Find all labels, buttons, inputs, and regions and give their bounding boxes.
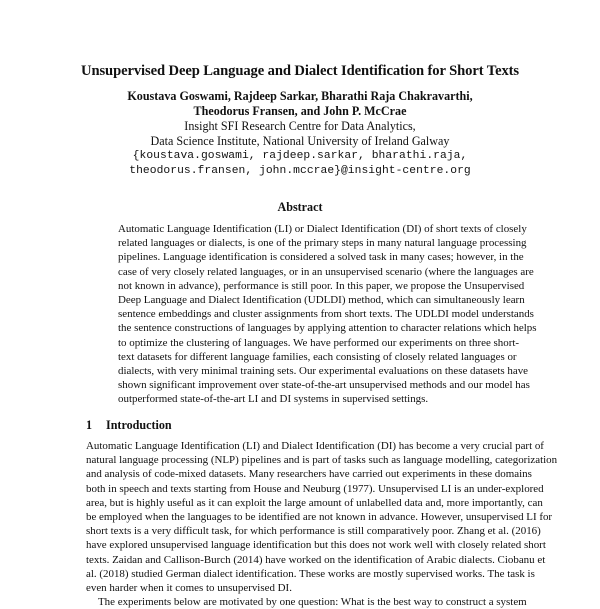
email-line-1: {koustava.goswami, rajdeep.sarkar, bharathi.raja,	[132, 150, 468, 162]
introduction-line: short texts is a very difficult task, for which performance is still comparatively poor. Zhang et al. (2016)	[86, 525, 541, 538]
abstract-body	[118, 222, 537, 407]
introduction-line: Automatic Language Identification (LI) and Dialect Identification (DI) has become a very crucial part of	[86, 440, 544, 452]
affiliation-line-1: Insight SFI Research Centre for Data Analytics,	[184, 119, 416, 133]
author-names-line-2: Theodorus Fransen, and John P. McCrae	[193, 104, 407, 118]
abstract-line: Automatic Language Identification (LI) or Dialect Identification (DI) of short texts of closely	[118, 223, 527, 235]
introduction-line: natural language processing (NLP) pipelines and is part of tasks such as language modelling, categorization	[86, 454, 558, 467]
introduction-body	[86, 439, 558, 609]
abstract-line: text datasets for different language families, each consisting of closely related languages or	[118, 350, 517, 363]
introduction-line: area, but is highly useful as it can exploit the large amount of unlabelled data and, more importantly, can	[86, 496, 543, 509]
introduction-line: The experiments below are motivated by one question: What is the best way to construct a system	[98, 596, 527, 609]
introduction-line: even harder when it comes to unsupervised DI.	[86, 582, 292, 595]
abstract-line: to optimize the clustering of languages. We have performed our experiments on three short-	[118, 336, 520, 349]
abstract-line: Deep Language and Dialect Identification (UDLDI) method, which can simultaneously learn	[118, 294, 525, 307]
section-number: 1	[86, 418, 93, 432]
introduction-line: both in speech and texts starting from House and Neuburg (1977). Unsupervised LI is an under-explored	[86, 482, 544, 495]
abstract-line: related languages or dialects, is one of the primary steps in many natural language processing	[118, 237, 527, 250]
section-heading-introduction	[86, 418, 172, 433]
email-line-2: theodorus.fransen, john.mccrae}@insight-centre.org	[129, 165, 471, 177]
paper-title: Unsupervised Deep Language and Dialect Identification for Short Texts	[81, 63, 519, 79]
introduction-line: and analysis of code-mixed datasets. Many researchers have carried out experiments in these domains	[86, 468, 532, 481]
affiliation-line-2: Data Science Institute, National University of Ireland Galway	[150, 134, 450, 148]
abstract-line: sentence embeddings and cluster assignments from short texts. The UDLDI model understands	[118, 308, 534, 321]
introduction-line: have explored unsupervised language identification but this does not work well with closely related short	[86, 539, 546, 552]
author-names-line-1: Koustava Goswami, Rajdeep Sarkar, Bharathi Raja Chakravarthi,	[127, 89, 473, 103]
abstract-line: dialects, with very minimal training sets. Our experimental evaluations on these datasets have	[118, 365, 529, 378]
introduction-line: texts. Zaidan and Callison-Burch (2014) have worked on the identification of Arabic dialects. Ciobanu et	[86, 553, 546, 566]
author-block	[0, 89, 600, 179]
abstract-line: case of very closely related languages, or in an unsupervised scenario (where the languages are	[118, 265, 534, 278]
abstract-line: the sentence constructions of languages by applying attention to character relations which helps	[118, 322, 537, 335]
abstract-heading: Abstract	[277, 200, 323, 214]
introduction-line: al. (2018) studied German dialect identification. These works are mostly supervised works. The task is	[86, 567, 535, 580]
abstract-line: shown significant improvement over state-of-the-art unsupervised methods and our model has	[118, 379, 530, 392]
abstract-line: pipelines. Language identification is considered a solved task in many cases; however, in the	[118, 251, 524, 264]
abstract-line: not known in advance), performance is still poor. In this paper, we propose the Unsupervised	[118, 279, 525, 292]
introduction-line: be employed when the languages to be identified are not known in advance. However, unsupervised LI for	[86, 511, 553, 524]
abstract-line: outperformed state-of-the-art LI and DI systems in supervised settings.	[118, 393, 429, 406]
section-title: Introduction	[106, 418, 172, 432]
